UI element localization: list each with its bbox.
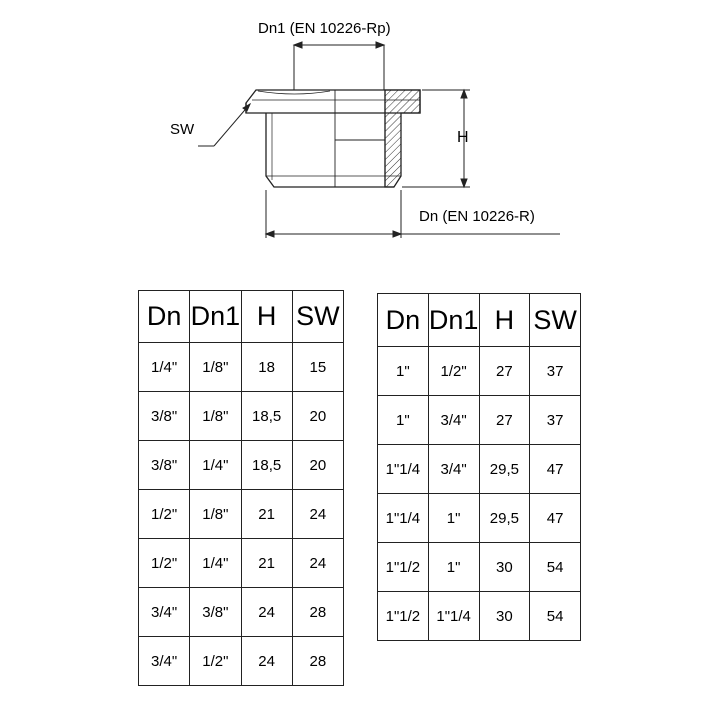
cell-h: 29,5 — [479, 445, 530, 494]
dimensions-table-left — [138, 290, 344, 686]
column-header-dn1: Dn1 — [190, 291, 241, 343]
cell-dn1: 1/4" — [190, 441, 241, 490]
cell-sw: 28 — [292, 588, 343, 637]
column-header-dn1: Dn1 — [428, 294, 479, 347]
cell-dn1: 1"1/4 — [428, 592, 479, 641]
cell-dn1: 3/4" — [428, 445, 479, 494]
cell-sw: 37 — [530, 347, 581, 396]
cell-dn1: 1/8" — [190, 490, 241, 539]
cell-h: 18,5 — [241, 441, 292, 490]
cell-sw: 24 — [292, 539, 343, 588]
table-row — [378, 445, 581, 494]
cell-dn: 3/8" — [139, 392, 190, 441]
cell-dn: 1/2" — [139, 539, 190, 588]
table-header-row — [378, 294, 581, 347]
cell-dn1: 1/8" — [190, 343, 241, 392]
reducing-bush-drawing — [0, 0, 720, 270]
sw-leader — [198, 104, 250, 146]
cell-h: 18 — [241, 343, 292, 392]
cell-sw: 54 — [530, 592, 581, 641]
table-row — [139, 441, 344, 490]
dn1-thread-label: Dn1 (EN 10226-Rp) — [258, 20, 391, 37]
cell-dn: 1/4" — [139, 343, 190, 392]
cell-dn: 1"1/2 — [378, 592, 429, 641]
cell-dn1: 3/8" — [190, 588, 241, 637]
cell-dn: 1"1/4 — [378, 445, 429, 494]
column-header-sw: SW — [530, 294, 581, 347]
table-row — [139, 637, 344, 686]
cell-dn: 3/8" — [139, 441, 190, 490]
table-row — [378, 396, 581, 445]
cell-sw: 15 — [292, 343, 343, 392]
height-label: H — [457, 129, 469, 146]
table-row — [378, 347, 581, 396]
column-header-dn: Dn — [139, 291, 190, 343]
cell-h: 21 — [241, 490, 292, 539]
cell-h: 27 — [479, 347, 530, 396]
cell-dn1: 1" — [428, 494, 479, 543]
table-row — [378, 494, 581, 543]
fitting-outline — [246, 90, 420, 187]
cell-sw: 37 — [530, 396, 581, 445]
cell-sw: 28 — [292, 637, 343, 686]
cell-h: 21 — [241, 539, 292, 588]
table-row — [139, 392, 344, 441]
table-row — [139, 343, 344, 392]
column-header-h: H — [479, 294, 530, 347]
cell-h: 30 — [479, 543, 530, 592]
cell-dn1: 3/4" — [428, 396, 479, 445]
dn1-dimension — [294, 42, 384, 90]
dn-thread-label: Dn (EN 10226-R) — [419, 208, 535, 225]
cell-dn1: 1/8" — [190, 392, 241, 441]
table-row — [139, 490, 344, 539]
cell-dn: 1"1/4 — [378, 494, 429, 543]
table-row — [378, 592, 581, 641]
cell-sw: 47 — [530, 494, 581, 543]
column-header-sw: SW — [292, 291, 343, 343]
cell-dn: 1" — [378, 396, 429, 445]
dimensions-table-right — [377, 293, 581, 641]
cell-sw: 54 — [530, 543, 581, 592]
cell-dn: 3/4" — [139, 588, 190, 637]
sw-label: SW — [170, 121, 195, 138]
cell-h: 27 — [479, 396, 530, 445]
cell-dn: 1" — [378, 347, 429, 396]
section-hatching — [385, 90, 420, 187]
table-row — [378, 543, 581, 592]
cell-sw: 20 — [292, 441, 343, 490]
cell-sw: 24 — [292, 490, 343, 539]
cell-dn: 1/2" — [139, 490, 190, 539]
cell-dn: 1"1/2 — [378, 543, 429, 592]
column-header-dn: Dn — [378, 294, 429, 347]
cell-h: 18,5 — [241, 392, 292, 441]
cell-dn1: 1/2" — [190, 637, 241, 686]
cell-h: 30 — [479, 592, 530, 641]
cell-dn1: 1" — [428, 543, 479, 592]
cell-h: 29,5 — [479, 494, 530, 543]
table-header-row — [139, 291, 344, 343]
cell-sw: 20 — [292, 392, 343, 441]
table-row — [139, 539, 344, 588]
cell-h: 24 — [241, 637, 292, 686]
cell-dn1: 1/2" — [428, 347, 479, 396]
table-row — [139, 588, 344, 637]
cell-dn: 3/4" — [139, 637, 190, 686]
column-header-h: H — [241, 291, 292, 343]
cell-h: 24 — [241, 588, 292, 637]
cell-sw: 47 — [530, 445, 581, 494]
cell-dn1: 1/4" — [190, 539, 241, 588]
